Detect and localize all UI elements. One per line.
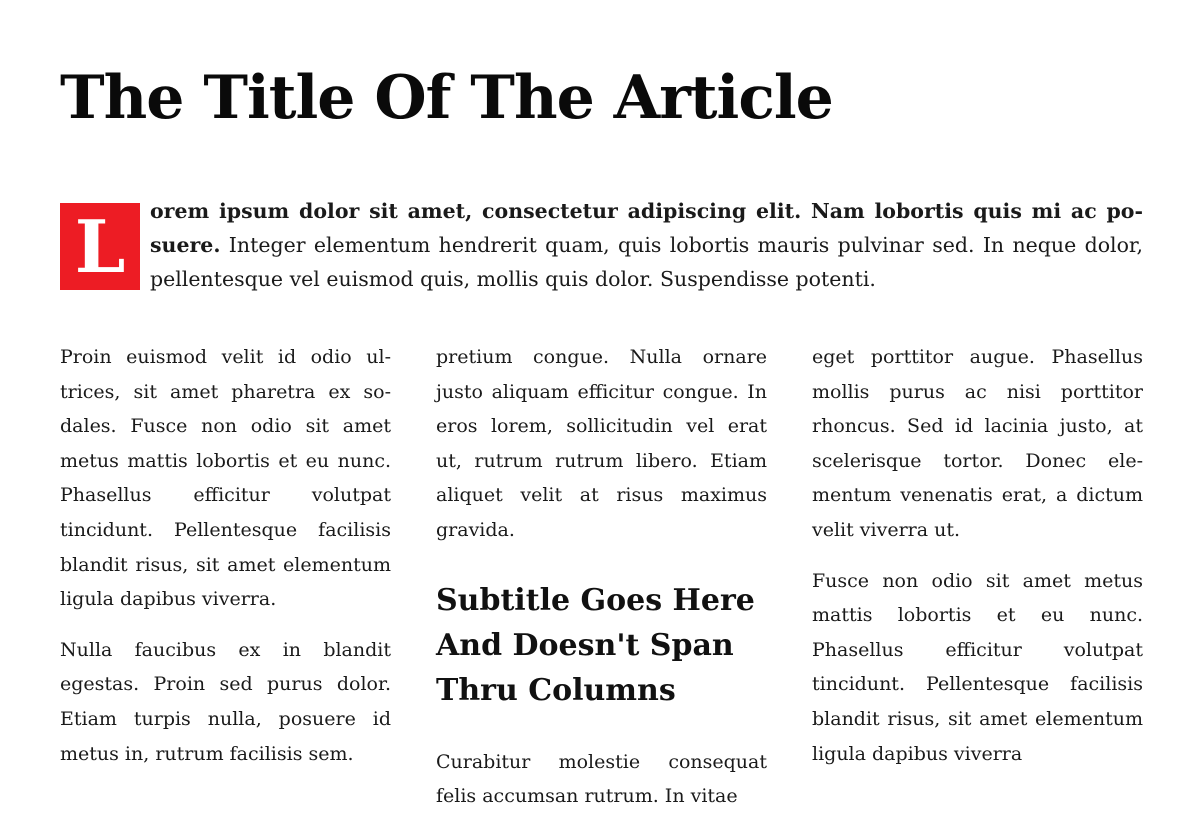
column-1-paragraph-1: Proin euismod velit id odio ultrices, sit amet pharetra ex sodales. Fusce non odio sit amet metus mattis lobortis et eu nunc. Phasellus efficitur volutpat tincidunt. Pellentesque facilisis blandit risus, sit amet elementum ligula dapibus viverra.: [60, 346, 391, 611]
article-title: The Title Of The Article: [60, 63, 833, 133]
column-1-paragraph-2: Nulla faucibus ex in blandit egestas. Proin sed purus dolor. Etiam turpis nulla, posuere id metus in, rutrum facilisis sem.: [60, 638, 391, 765]
column-3: [812, 340, 1143, 787]
section-subtitle: Subtitle Goes Here And Doesn't Span Thru Columns: [436, 582, 755, 708]
lead-text: Integer elementum hendrerit quam, quis lobortis mauris pulvinar sed. In neque dolor, pellentesque vel euismod quis, mollis quis dolor. Suspendisse potenti.: [150, 233, 1143, 291]
column-2-paragraph-2: Curabitur molestie consequat felis accumsan rutrum. In vitae: [436, 750, 767, 808]
drop-cap: L: [60, 203, 140, 290]
column-2-paragraph-1: pretium congue. Nulla ornare justo aliquam efficitur congue. In eros lorem, sollicitudin vel erat ut, rutrum rutrum libero. Etiam aliquet velit at risus maximus gravida.: [436, 346, 767, 541]
lead-bold-text: orem ipsum dolor sit amet, consectetur adipiscing elit. Nam lobortis quis mi ac posuere.: [150, 199, 1143, 257]
column-2: [436, 340, 767, 830]
column-3-paragraph-1: eget porttitor augue. Phasellus mollis purus ac nisi porttitor rhoncus. Sed id lacinia justo, at scelerisque tortor. Donec elementum venenatis erat, a dictum velit viverra ut.: [812, 346, 1143, 541]
column-1: [60, 340, 391, 787]
column-3-paragraph-2: Fusce non odio sit amet metus mattis lobortis et eu nunc. Phasellus efficitur volutpat tincidunt. Pellentesque facilisis blandit risus, sit amet elementum ligula dapibus viverra: [812, 569, 1143, 765]
lead-paragraph: [60, 194, 1143, 296]
